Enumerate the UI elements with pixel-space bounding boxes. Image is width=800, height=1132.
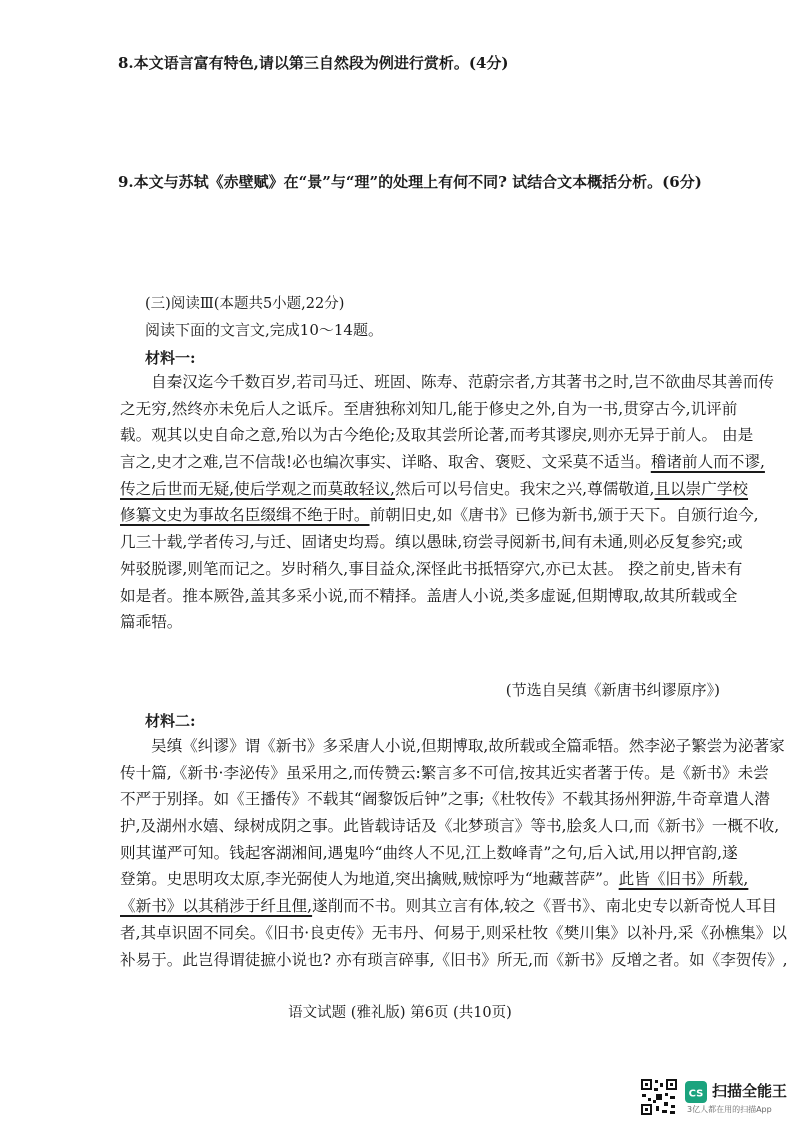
passage-line <box>120 502 759 529</box>
material-1-source: (节选自吴缜《新唐书纠谬原序》) <box>505 681 720 699</box>
passage-line: 不严于别择。如《王播传》不载其“阇黎饭后钟”之事;《杜牧传》不载其扬州狎游,牛奇章遣人潜 <box>120 790 770 809</box>
material-1-passage <box>120 369 775 636</box>
underlined-sentence: 此皆《旧书》所载, <box>618 870 749 889</box>
passage-line: 之无穷,然终亦未免后人之诋斥。至唐独称刘知几,能于修史之外,自为一书,贯穿古今,讥评前 <box>120 399 738 418</box>
passage-line <box>120 449 765 476</box>
material-2-passage <box>120 733 788 973</box>
material-2-label: 材料二: <box>145 712 196 730</box>
question-9: 9.本文与苏轼《赤壁赋》在“景”与“理”的处理上有何不同? 试结合文本概括分析。(6分) <box>118 173 702 191</box>
passage-text: 然后可以号信史。我宋之兴,尊儒敬道, <box>395 479 655 498</box>
material-1-label: 材料一: <box>145 349 196 367</box>
underlined-sentence: 修纂文史为事故名臣缀缉不绝于时。 <box>120 506 370 525</box>
passage-line: 则其谨严可知。钱起客湖湘间,遇鬼吟“曲终人不见,江上数峰青”之句,后入试,用以押官韵,遂 <box>120 843 738 862</box>
passage-text: 前朝旧史,如《唐书》已修为新书,颁于天下。自颁行迨今, <box>369 506 759 525</box>
section-heading: (三)阅读Ⅲ(本题共5小题,22分) <box>145 296 345 312</box>
underlined-sentence: 《新书》以其稍涉于纤且俚, <box>120 897 313 916</box>
passage-line: 传十篇,《新书·李泌传》虽采用之,而传赞云:繁言多不可信,按其近实者著于传。是《新书》未尝 <box>120 763 769 782</box>
passage-line <box>120 893 778 920</box>
underlined-sentence: 传之后世而无疑,使后学观之而莫敢轻议, <box>120 479 396 498</box>
passage-line: 如是者。推本厥咎,盖其多采小说,而不精择。盖唐人小说,类多虚诞,但期博取,故其所载或全 <box>120 586 738 605</box>
passage-line: 吴缜《纠谬》谓《新书》多采唐人小说,但期博取,故所载或全篇乖牾。然李泌子繁尝为泌著家 <box>151 737 785 755</box>
section-instruction: 阅读下面的文言文,完成10～14题。 <box>145 321 383 339</box>
passage-text: 遂削而不书。则其立言有体,较之《晋书》、南北史专以新奇悦人耳目 <box>312 897 778 916</box>
passage-line: 舛驳脱谬,则笔而记之。岁时稍久,事目益众,深怪此书抵牾穿穴,亦已太甚。 揆之前史,皆未有 <box>120 559 743 578</box>
question-8: 8.本文语言富有特色,请以第三自然段为例进行赏析。(4分) <box>118 54 509 72</box>
passage-text: 登第。史思明攻太原,李光弼使人为地道,突出擒贼,贼惊呼为“地藏菩萨”。 <box>120 870 619 889</box>
scanner-watermark <box>640 1078 790 1118</box>
underlined-sentence: 且以崇广学校 <box>654 479 749 498</box>
passage-line <box>120 866 749 893</box>
passage-line: 几三十载,学者传习,与迁、固诸史均焉。缜以愚昧,窃尝寻阅新书,间有未通,则必反复参究;或 <box>120 533 743 552</box>
scanner-brand: 扫描全能王 <box>712 1082 788 1100</box>
page-footer: 语文试题 (雅礼版) 第6页 (共10页) <box>288 1005 512 1021</box>
underlined-sentence: 稽诸前人而不谬, <box>650 453 765 472</box>
qr-code-icon <box>640 1078 678 1116</box>
scanner-tagline: 3亿人都在用的扫描App <box>687 1105 772 1114</box>
passage-line: 篇乖牾。 <box>120 613 183 632</box>
passage-line: 载。观其以史自命之意,殆以为古今绝伦;及取其尝所论著,而考其谬戾,则亦无异于前人。 由是 <box>120 426 754 445</box>
passage-text: 言之,史才之难,岂不信哉!必也编次事实、详略、取舍、褒贬、文采莫不适当。 <box>120 453 651 472</box>
passage-line: 补易于。此岂得谓徒摭小说也? 亦有琐言碎事,《旧书》所无,而《新书》反增之者。如《李贺传》, <box>120 950 788 969</box>
camscanner-logo-icon <box>685 1081 707 1103</box>
passage-line: 自秦汉迄今千数百岁,若司马迁、班固、陈寿、范蔚宗者,方其著书之时,岂不欲曲尽其善而传 <box>151 373 775 391</box>
passage-line: 护,及湖州水嬉、绿树成阴之事。此皆载诗话及《北梦琐言》等书,脍炙人口,而《新书》一概不收, <box>120 817 780 836</box>
passage-line <box>120 476 749 503</box>
passage-line: 者,其卓识固不同矣。《旧书·良吏传》无韦丹、何易于,则采杜牧《樊川集》以补丹,采《孙樵集》以 <box>120 923 787 942</box>
svg-text:CS: CS <box>688 1088 704 1100</box>
